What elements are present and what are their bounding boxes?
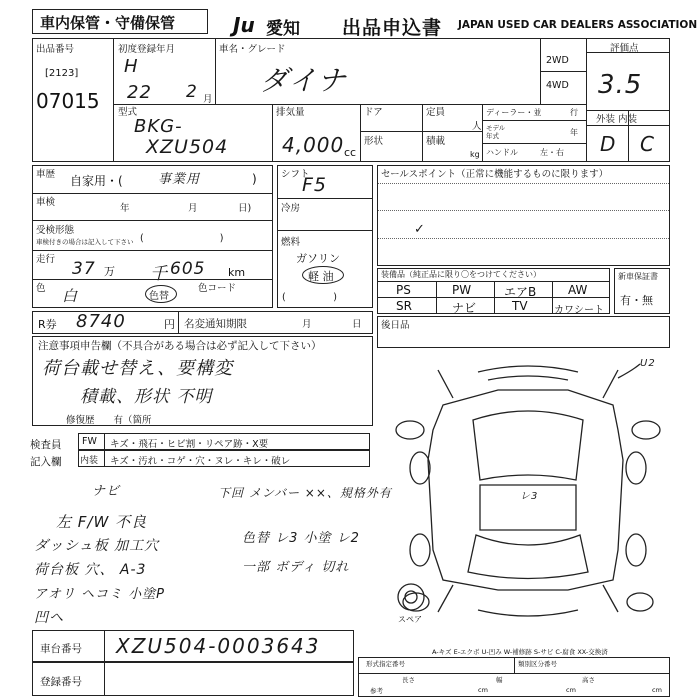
ext-int-label: 外装 内装 (596, 114, 638, 125)
inspect-type-label: 受検形態 (36, 225, 75, 236)
history-selected: 事業用 (158, 172, 201, 187)
remarks-line1: 荷台載せ替え、要構変 (42, 358, 234, 379)
type-line1: BKG- (134, 116, 183, 137)
equip-ps: PS (396, 283, 411, 297)
height-label: 高さ (582, 676, 595, 684)
car-name-value: ダイナ (260, 64, 347, 97)
inspector-label-1: 検査員 (30, 439, 62, 451)
logo-mark: Ju (233, 13, 255, 37)
check-interior-items: キズ・汚れ・コゲ・穴・ヌレ・キレ・破レ (110, 456, 291, 467)
car-name-label: 車名・グレード (219, 44, 286, 55)
equip-leather: カワシート (554, 305, 604, 316)
shift-value: F5 (302, 174, 328, 196)
equip-tv: TV (512, 299, 528, 313)
type-line2: XZU504 (146, 136, 229, 158)
fuel-paren: ( ) (282, 292, 337, 303)
diagram-mark-center: レ3 (520, 491, 539, 502)
equip-pw: PW (452, 283, 472, 297)
model-year-unit: 年 (570, 128, 578, 137)
mileage-label: 走行 (36, 254, 56, 265)
fuel-label: 燃料 (281, 237, 301, 248)
capacity-unit: 人 (472, 121, 482, 132)
damage-legend: A-キズ E-エクボ U-凹み W-補修跡 S-サビ C-腐食 XX-交換済 (432, 648, 608, 656)
mileage-unit: km (228, 266, 246, 279)
sales-point-mark: ✓ (414, 222, 426, 237)
height-unit: cm (652, 686, 662, 694)
color-code-label: 色コード (198, 283, 237, 294)
history-close: ) (252, 172, 257, 186)
mileage-sen: 千 (150, 264, 168, 284)
check-fw: FW (82, 436, 97, 447)
registration-month: 2 (186, 82, 198, 102)
inspector-note-right-3: 一部 ボディ 切れ (242, 560, 350, 575)
type-label: 型式 (118, 107, 138, 118)
plate-label: 登録番号 (40, 676, 82, 688)
mileage-man: 37 (72, 259, 96, 279)
registration-year: 22 (127, 82, 152, 103)
inspector-note-3: ダッシュ板 加工穴 (34, 538, 160, 554)
org-name: 愛知 (266, 19, 300, 39)
sales-point-block (377, 165, 670, 266)
door-label: ドア (364, 107, 383, 118)
rear-items-block (377, 316, 670, 348)
mileage-rest: 605 (170, 259, 206, 279)
handle-options: 左・右 (540, 148, 564, 157)
history-label: 車歴 (36, 169, 56, 180)
equip-airbag: エアB (504, 285, 537, 299)
fuel-gas: ガソリン (296, 252, 340, 265)
length-unit: cm (478, 686, 488, 694)
ref-label: 参考 (370, 687, 383, 695)
equip-sr: SR (396, 299, 412, 313)
history-own: 自家用・( (70, 174, 123, 188)
inspector-note-right-2: 色替 レ3 小塗 レ2 (242, 531, 360, 546)
dealer-label: ディーラー・並 (486, 108, 542, 117)
chassis-label: 車台番号 (40, 643, 82, 655)
name-change-day: 日 (352, 319, 362, 330)
lot-number: 07015 (36, 89, 100, 113)
dealer-unit: 行 (570, 108, 578, 117)
repaint-label: 色替 (149, 291, 169, 302)
inspection-year: 年 (120, 203, 130, 214)
inspector-note-2: 左 F/W 不良 (56, 513, 148, 531)
color-label: 色 (36, 283, 46, 294)
inspection-label: 車検 (36, 197, 56, 208)
org-logo (233, 13, 255, 37)
recycle-unit: 円 (164, 318, 175, 331)
grade-value: 3.5 (598, 70, 643, 100)
english-title: JAPAN USED CAR DEALERS ASSOCIATION (458, 19, 698, 31)
repair-history: 修復歴 有（箇所 (66, 415, 152, 426)
inspection-month: 月 (188, 203, 198, 214)
mileage-man-unit: 万 (104, 265, 115, 278)
spare-label: スペア (398, 615, 422, 624)
registration-month-unit: 月 (203, 94, 213, 105)
check-interior: 内装 (80, 456, 99, 466)
inspector-note-6: 凹ヘ (34, 610, 64, 626)
registration-era: H (124, 56, 139, 77)
inspector-note-right-1: 下回 メンバー ××、規格外有 (218, 486, 392, 500)
inspector-note-5: アオリ ヘコミ 小塗P (34, 587, 165, 602)
storage-note: 車内保管・守備保管 (40, 14, 176, 32)
warranty-options: 有・無 (620, 294, 653, 307)
width-label: 幅 (496, 676, 503, 684)
recycle-label: R券 (38, 318, 57, 331)
inspector-note-1: ナビ (92, 484, 121, 499)
drive-2wd: 2WD (546, 55, 569, 66)
model-year-label: モデル年式 (486, 124, 506, 140)
chassis-value: XZU504-0003643 (116, 634, 321, 658)
displacement-unit: cc (344, 146, 357, 159)
name-change-month: 月 (302, 319, 312, 330)
registration-label: 初度登録年月 (118, 44, 176, 55)
inspect-type-note: 車検付きの場合は記入して下さい (36, 238, 134, 246)
handle-label: ハンドル (486, 148, 518, 157)
check-fw-items: キズ・飛石・ヒビ割・リペア跡・X要 (110, 439, 269, 450)
equip-aw: AW (568, 283, 588, 297)
fuel-diesel: 軽 油 (308, 270, 334, 283)
length-label: 長さ (402, 676, 415, 684)
inspection-day: 日) (238, 203, 252, 214)
shape-label: 形状 (364, 136, 384, 147)
inspector-note-4: 荷台板 穴、 A-3 (34, 562, 147, 578)
load-label: 積載 (426, 136, 446, 147)
grade-label: 評価点 (610, 43, 639, 54)
name-change-label: 名変通知期限 (184, 318, 247, 330)
exterior-grade: D (600, 132, 617, 156)
shift-label: シフト (281, 169, 310, 180)
lot-label: 出品番号 (36, 44, 75, 55)
equipment-label: 装備品（純正品に限り〇をつけてください） (381, 270, 541, 279)
form-title: 出品申込書 (342, 17, 443, 39)
displacement-label: 排気量 (276, 107, 305, 118)
remarks-line2: 積載、形状 不明 (80, 387, 213, 407)
capacity-label: 定員 (426, 107, 446, 118)
cooler-label: 冷房 (281, 203, 301, 214)
category-label: 類別区分番号 (518, 660, 557, 668)
warranty-label: 新車保証書 (618, 272, 658, 281)
sales-point-label: セールスポイント（正常に機能するものに限ります） (381, 169, 609, 180)
recycle-value: 8740 (76, 311, 126, 332)
interior-grade: C (640, 132, 655, 156)
type-spec-label: 形式指定番号 (366, 660, 405, 668)
lot-bracket: [2123] (45, 68, 79, 79)
inspector-label-2: 記入欄 (30, 456, 62, 468)
inspect-type-paren: ( ) (140, 233, 224, 244)
drive-4wd: 4WD (546, 80, 569, 91)
displacement-value: 4,000 (282, 133, 345, 157)
rear-items-label: 後日品 (381, 320, 410, 331)
color-value: 白 (62, 287, 79, 305)
load-unit: kg (470, 150, 480, 159)
remarks-label: 注意事項申告欄（不具合がある場合は必ず記入して下さい） (38, 340, 322, 352)
equip-navi: ナビ (452, 301, 477, 315)
diagram-mark-top: U2 (640, 358, 656, 369)
width-unit: cm (566, 686, 576, 694)
